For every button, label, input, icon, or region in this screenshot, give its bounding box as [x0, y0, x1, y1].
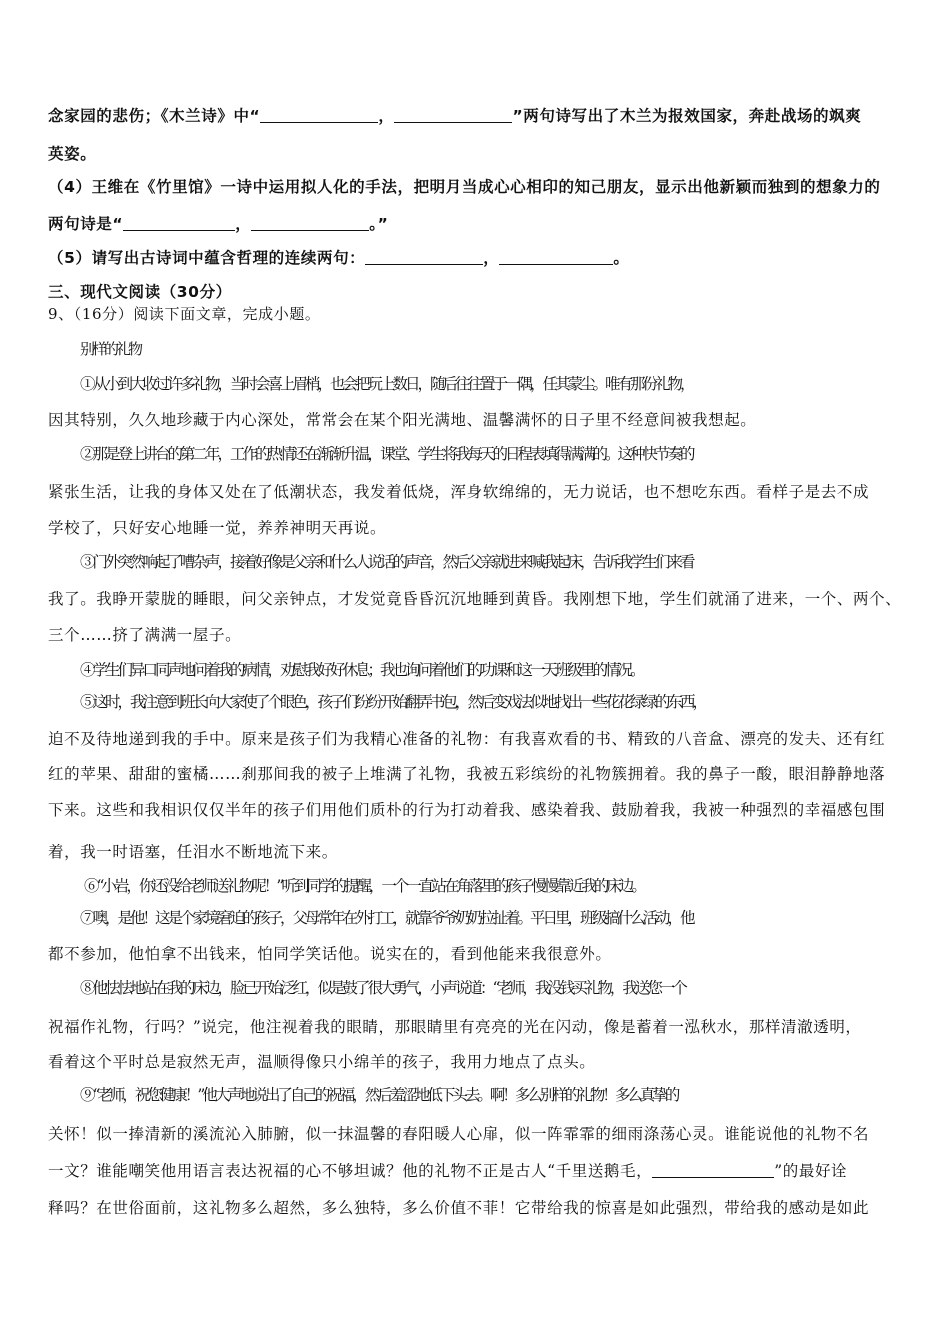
article-line: 我了。我睁开蒙胧的睡眼，问父亲钟点，才发觉竟昏昏沉沉地睡到黄昏。我刚想下地，学生们就涌了进来，一个、两个、: [48, 590, 902, 608]
article-line: 因其特别，久久地珍藏于内心深处，常常会在某个阳光满地、温馨满怀的日子里不经意间被我想起。: [48, 411, 757, 429]
q5-line: [48, 246, 908, 268]
article-title: 别样的礼物: [80, 340, 141, 358]
article-line: 三个……挤了满满一屋子。: [48, 626, 242, 644]
q5-text-after: 。: [613, 249, 630, 267]
article-line: ⑨“老师，祝您健康！”他大声地说出了自己的祝福，然后羞涩地低下头去。啊！多么别样的礼物！多么真挚的: [80, 1086, 678, 1104]
answer-blank[interactable]: [499, 250, 613, 265]
article-line-text: ”的最好诠: [774, 1162, 848, 1180]
q3-text-after: ”两句诗写出了木兰为报效国家，奔赴战场的飒爽: [512, 107, 862, 125]
answer-blank[interactable]: [260, 108, 378, 123]
article-line: 关怀！似一捧清新的溪流沁入肺腑，似一抹温馨的春阳暖人心扉，似一阵霏霏的细雨涤荡心灵。谁能说他的礼物不名: [48, 1125, 870, 1143]
section-heading: 三、现代文阅读（30分）: [48, 283, 232, 301]
article-line: ⑧他怯怯地站在我的床边，脸已开始泛红，似是鼓了很大勇气，小声说道：“老师，我没钱买礼物，我送您一个: [80, 979, 685, 997]
article-line: ③门外突然响起了嘈杂声，接着好像是父亲和什么人说话的声音，然后父亲就进来喊我起床，告诉我学生们来看: [80, 553, 693, 571]
article-line: 学校了，只好安心地睡一觉，养养神明天再说。: [48, 519, 387, 537]
article-line: ⑦噢，是他！这是个家境窘迫的孩子，父母常年在外打工，就靠爷爷奶奶拉扯着。平日里，班级搞什么活动，他: [80, 909, 693, 927]
answer-blank[interactable]: [394, 108, 512, 123]
article-line: ①从小到大收过许多礼物，当时会喜上眉梢，也会把玩上数日，随后往往置于一隅，任其蒙尘。唯有那份礼物，: [80, 375, 693, 393]
answer-blank[interactable]: [652, 1163, 774, 1178]
answer-blank[interactable]: [251, 216, 369, 231]
article-line: ⑥“小岩，你还没给老师送礼物呢！”听到同学的提醒，一个一直站在角落里的孩子慢慢靠近我的床边。: [84, 877, 644, 895]
article-line: 都不参加，他怕拿不出钱来，怕同学笑话他。说实在的，看到他能来我很意外。: [48, 945, 612, 963]
q3-comma: ，: [378, 107, 395, 125]
article-line: [48, 1159, 908, 1181]
q3-line2: 英姿。: [48, 145, 97, 163]
article-line: 迫不及待地递到我的手中。原来是孩子们为我精心准备的礼物：有我喜欢看的书、精致的八音盒、漂亮的发夫、还有红: [48, 730, 886, 748]
article-line: ②那是登上讲台的第二年，工作的热情还在渐渐升温，课堂、学生将我每天的日程表填得满满的。这种快节奏的: [80, 445, 693, 463]
q3-text-before: 念家园的悲伤；《木兰诗》中“: [48, 107, 261, 125]
article-line: 祝福作礼物，行吗？”说完，他注视着我的眼睛，那眼睛里有亮亮的光在闪动，像是蓄着一泓秋水，那样清澈透明，: [48, 1018, 862, 1036]
article-line: 红的苹果、甜甜的蜜橘……刹那间我的被子上堆满了礼物，我被五彩缤纷的礼物簇拥着。我的鼻子一酸，眼泪静静地落: [48, 765, 886, 783]
q4-text-after: 。”: [369, 215, 389, 233]
q5-text-before: （5）请写出古诗词中蕴含哲理的连续两句：: [48, 249, 366, 267]
q4-text-before: 两句诗是“: [48, 215, 124, 233]
article-line-text: 一文？谁能嘲笑他用语言表达祝福的心不够坦诚？他的礼物不正是古人“千里送鹅毛，: [48, 1162, 653, 1180]
article-line: 着，我一时语塞，任泪水不断地流下来。: [48, 843, 338, 861]
q4-line2: [48, 212, 908, 234]
article-line: 释吗？在世俗面前，这礼物多么超然，多么独特，多么价值不菲！它带给我的惊喜是如此强烈，带给我的感动是如此: [48, 1199, 870, 1217]
q5-comma: ，: [483, 249, 500, 267]
article-line: 紧张生活，让我的身体又处在了低潮状态，我发着低烧，浑身软绵绵的，无力说话，也不想吃东西。看样子是去不成: [48, 483, 870, 501]
q4-comma: ，: [235, 215, 252, 233]
article-line: ④学生们异口同声地问着我的病情，劝慰我好好休息；我也询问着他们的功课和这一天班级里的情况。: [80, 661, 643, 679]
q4-line1: （4）王维在《竹里馆》一诗中运用拟人化的手法，把明月当成心心相印的知己朋友，显示出他新颖而独到的想象力的: [48, 178, 881, 196]
question-9-intro: 9、（16分）阅读下面文章，完成小题。: [48, 305, 321, 323]
answer-blank[interactable]: [123, 216, 235, 231]
answer-blank[interactable]: [365, 250, 483, 265]
q3-line1: [48, 104, 908, 126]
article-line: 下来。这些和我相识仅仅半年的孩子们用他们质朴的行为打动着我、感染着我、鼓励着我，我被一种强烈的幸福感包围: [48, 801, 886, 819]
article-line: ⑤这时，我注意到班长向大家使了个眼色，孩子们纷纷开始翻弄书包，然后变戏法似地找出一些花花绿绿的东西，: [80, 693, 706, 711]
article-line: 看着这个平时总是寂然无声，温顺得像只小绵羊的孩子，我用力地点了点头。: [48, 1053, 596, 1071]
